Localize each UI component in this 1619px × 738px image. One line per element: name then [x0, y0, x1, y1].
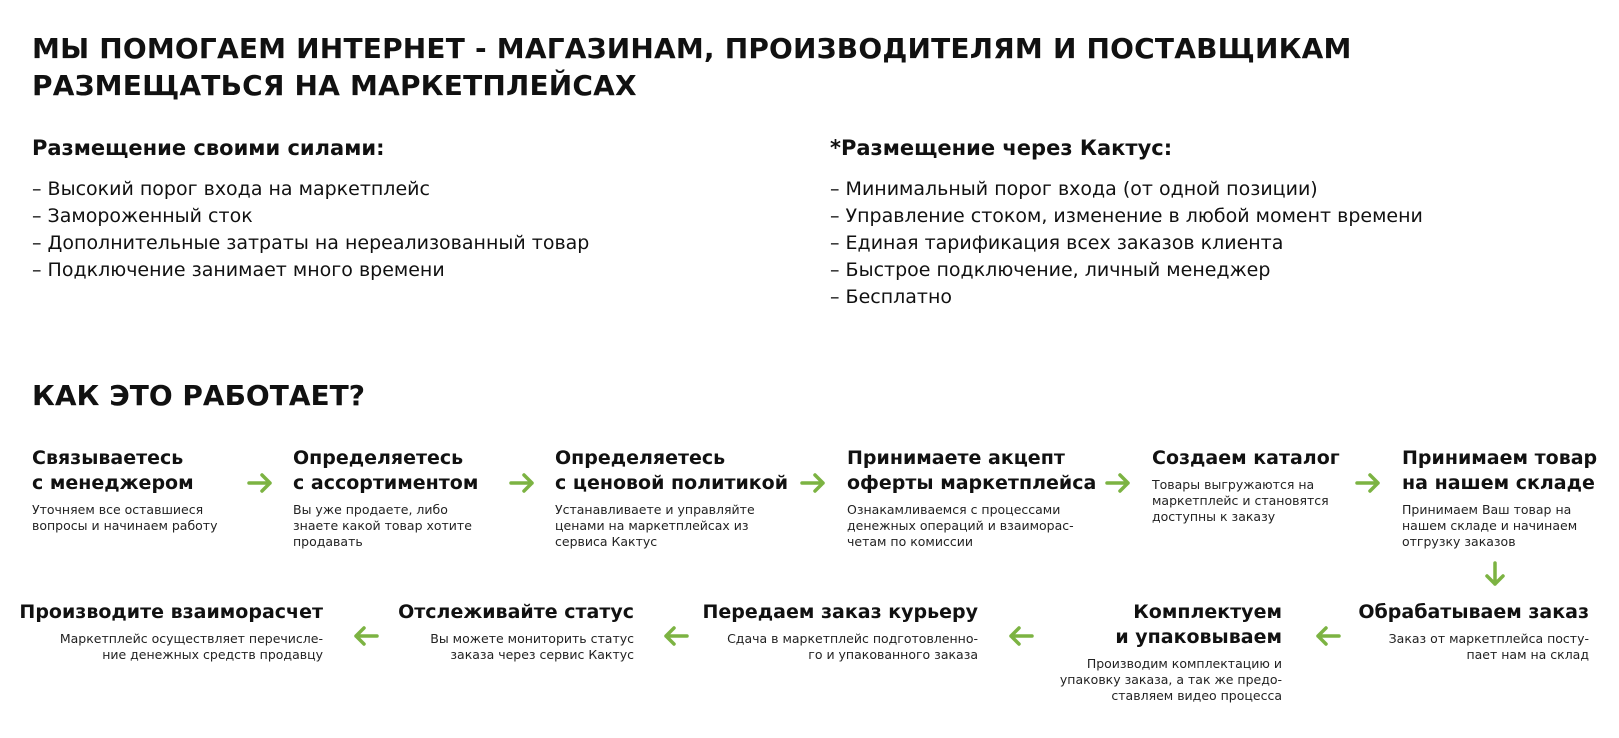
arrow-down-icon — [1480, 560, 1510, 590]
step-pack-order — [1060, 600, 1282, 704]
list-item: – Замороженный сток — [32, 203, 792, 230]
step-description: Заказ от маркетплейса посту- пает нам на склад — [1388, 631, 1589, 662]
arrow-right-icon — [508, 468, 538, 498]
list-item: – Бесплатно — [830, 284, 1610, 311]
step-receive-goods — [1402, 446, 1597, 550]
step-description: Принимаем Ваш товар на нашем складе и начинаем отгрузку заказов — [1402, 502, 1578, 549]
list-item: – Единая тарификация всех заказов клиента — [830, 230, 1610, 257]
arrow-left-icon — [660, 621, 690, 651]
arrow-left-icon — [350, 621, 380, 651]
step-description: Товары выгружаются на маркетплейс и становятся доступны к заказу — [1152, 477, 1329, 524]
step-description: Устанавливаете и управляйте ценами на маркетплейсах из сервиса Кактус — [555, 502, 755, 549]
self-placement-title: Размещение своими силами: — [32, 136, 385, 160]
step-description: Производим комплектацию и упаковку заказа, а так же предо- ставляем видео процесса — [1059, 656, 1282, 703]
cactus-placement-title: *Размещение через Кактус: — [830, 136, 1173, 160]
step-settlement — [19, 600, 323, 663]
list-item: – Высокий порог входа на маркетплейс — [32, 176, 792, 203]
step-title: Обрабатываем заказ — [1358, 601, 1589, 623]
list-item: – Управление стоком, изменение в любой момент времени — [830, 203, 1610, 230]
step-courier-handoff — [703, 600, 978, 663]
step-create-catalog — [1152, 446, 1340, 525]
step-description: Вы уже продаете, либо знаете какой товар хотите продавать — [293, 502, 472, 549]
step-title: Связываетесь с менеджером — [32, 447, 194, 494]
step-title: Определяетесь с ценовой политикой — [555, 447, 789, 494]
step-description: Вы можете мониторить статус заказа через сервис Кактус — [430, 631, 634, 662]
arrow-right-icon — [246, 468, 276, 498]
self-placement-list — [32, 176, 792, 284]
list-item: – Подключение занимает много времени — [32, 257, 792, 284]
step-process-order — [1358, 600, 1589, 663]
step-track-status — [398, 600, 634, 663]
arrow-right-icon — [1354, 468, 1384, 498]
step-description: Маркетплейс осуществляет перечисле- ние денежных средств продавцу — [59, 631, 323, 662]
step-title: Создаем каталог — [1152, 447, 1340, 469]
how-it-works-title: КАК ЭТО РАБОТАЕТ? — [32, 379, 365, 412]
list-item: – Минимальный порог входа (от одной позиции) — [830, 176, 1610, 203]
step-title: Принимаем товар на нашем складе — [1402, 447, 1598, 494]
step-title: Отслеживайте статус — [398, 601, 634, 623]
arrow-right-icon — [799, 468, 829, 498]
arrow-left-icon — [1005, 621, 1035, 651]
step-title: Определяетесь с ассортиментом — [293, 447, 479, 494]
step-title: Передаем заказ курьеру — [702, 601, 978, 623]
cactus-placement-list — [830, 176, 1610, 311]
step-description: Сдача в маркетплейс подготовленно- го и упакованного заказа — [727, 631, 978, 662]
step-description: Ознакамливаемся с процессами денежных операций и взаиморас- четам по комиссии — [847, 502, 1074, 549]
step-contact-manager — [32, 446, 217, 534]
step-title: Принимаете акцепт оферты маркетплейса — [847, 447, 1097, 494]
step-description: Уточняем все оставшиеся вопросы и начинаем работу — [32, 502, 218, 533]
step-accept-offer — [847, 446, 1096, 550]
cactus-placement-section — [830, 134, 1610, 311]
step-choose-assortment — [293, 446, 478, 550]
arrow-right-icon — [1104, 468, 1134, 498]
self-placement-section — [32, 134, 792, 284]
step-title: Производите взаиморасчет — [19, 601, 323, 623]
step-title: Комплектуем и упаковываем — [1115, 601, 1282, 648]
list-item: – Дополнительные затраты на нереализованный товар — [32, 230, 792, 257]
list-item: – Быстрое подключение, личный менеджер — [830, 257, 1610, 284]
page-title: МЫ ПОМОГАЕМ ИНТЕРНЕТ - МАГАЗИНАМ, ПРОИЗВОДИТЕЛЯМ И ПОСТАВЩИКАМ РАЗМЕЩАТЬСЯ НА МАРКЕТПЛЕЙСАХ — [32, 32, 1352, 102]
arrow-left-icon — [1312, 621, 1342, 651]
step-pricing-policy — [555, 446, 788, 550]
